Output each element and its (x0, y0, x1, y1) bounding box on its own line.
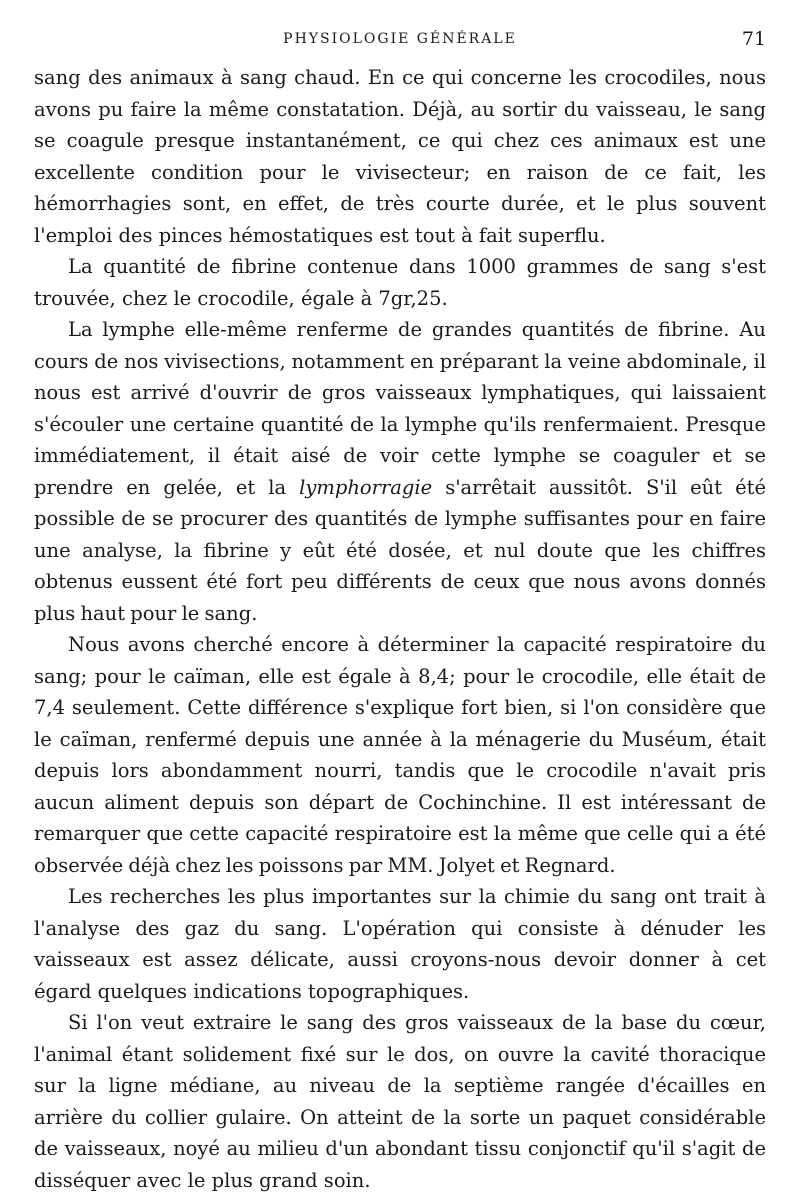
paragraph-continuation: sang des animaux à sang chaud. En ce qui concerne les crocodiles, nous avons pu faire la même constatation. Déjà, au sortir du vaisseau, le sang se coagule presque instantanément, ce qui chez ces animaux est une excellente condition pour le vivisecteur; en raison de ce fait, les hémorrhagies sont, en effet, de très courte durée, et le plus souvent l'emploi des pinces hémostatiques est tout à fait superflu. (34, 66, 766, 247)
page-number: 71 (741, 28, 766, 50)
paragraph-gaz-du-sang: Les recherches les plus importantes sur la chimie du sang ont trait à l'analyse des gaz du sang. L'opération qui consiste à dénuder les vaisseaux est assez délicate, aussi croyons-nous devoir donner à cet égard quelques indications topographiques. (34, 885, 766, 1003)
paragraph-lymphe (34, 314, 766, 629)
paragraph-fibrine-quantity: La quantité de fibrine contenue dans 1000 grammes de sang s'est trouvée, chez le crocodile, égale à 7gr,25. (34, 255, 766, 310)
running-head (34, 28, 766, 52)
body-text (34, 62, 766, 1196)
lymphorragie-term: lymphorragie (299, 475, 433, 499)
paragraph-capacite-respiratoire: Nous avons cherché encore à déterminer la capacité respiratoire du sang; pour le caïman, elle est égale à 8,4; pour le crocodile, elle était de 7,4 seulement. Cette différence s'explique fort bien, si l'on considère que le caïman, renfermé depuis une année à la ménagerie du Muséum, était depuis lors abondamment nourri, tandis que le crocodile n'avait pris aucun aliment depuis son départ de Cochinchine. Il est intéressant de remarquer que cette capacité respiratoire est la même que celle qui a été observée déjà chez les poissons par MM. Jolyet et Regnard. (34, 633, 766, 877)
paragraph-extraction: Si l'on veut extraire le sang des gros vaisseaux de la base du cœur, l'animal étant solidement fixé sur le dos, on ouvre la cavité thoracique sur la ligne médiane, au niveau de la septième rangée d'écailles en arrière du collier gulaire. On atteint de la sorte un paquet considérable de vaisseaux, noyé au milieu d'un abondant tissu conjonctif qu'il s'agit de disséquer avec le plus grand soin. (34, 1011, 766, 1192)
lymphe-text-before: La lymphe elle-même renferme de grandes quantités de fibrine. Au cours de nos vivisections, notamment en préparant la veine abdominale, il nous est arrivé d'ouvrir de gros vaisseaux lymphatiques, qui laissaient s'écouler une certaine quantité de la lymphe qu'ils renfermaient. Presque immédiatement, il était aisé de voir cette lymphe se coaguler et se prendre en gelée, et la (34, 318, 766, 499)
lymphe-text-after: s'arrêtait aussitôt. S'il eût été possible de se procurer des quantités de lymphe suffisantes pour en faire une analyse, la fibrine y eût été dosée, et nul doute que les chiffres obtenus eussent été fort peu différents de ceux que nous avons donnés plus haut pour le sang. (34, 475, 766, 625)
running-title: PHYSIOLOGIE GÉNÉRALE (283, 31, 517, 47)
